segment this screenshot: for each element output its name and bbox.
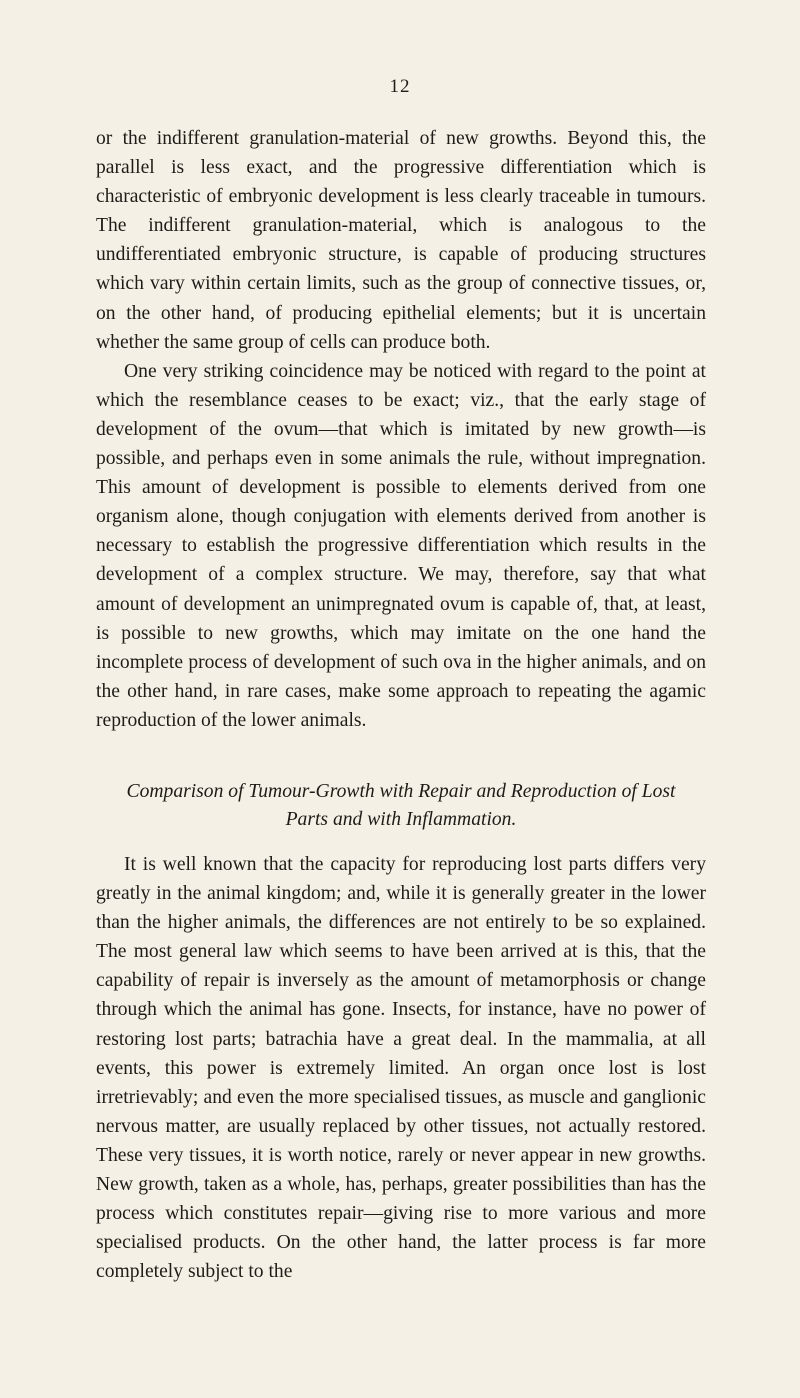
section-heading-line-1: Comparison of Tumour-Growth with Repair and Reproduction of Lost <box>126 780 676 802</box>
paragraph-ovum-coincidence: One very striking coincidence may be noticed with regard to the point at which the resemblance ceases to be exact; viz., that the early stage of development of the ovum—that which is imitated by new growth—is possible, and perhaps even in some animals the rule, without impregnation. This amount of development is possible to elements derived from one organism alone, though conjugation with elements derived from another is necessary to establish the progressive differentiation which results in the development of a complex structure. We may, therefore, say that what amount of development an unimpregnated ovum is capable of, that, at least, is possible to new growths, which may imitate on the one hand the incomplete process of development of such ova in the higher animals, and on the other hand, in rare cases, make some approach to repeating the agamic reproduction of the lower animals. <box>96 360 706 731</box>
paragraph-repair-capacity: It is well known that the capacity for reproducing lost parts differs very greatly in the animal kingdom; and, while it is generally greater in the lower than the higher animals, the differences are not entirely to be so explained. The most general law which seems to have been arrived at is this, that the capability of repair is inversely as the amount of metamorphosis or change through which the animal has gone. Insects, for instance, have no power of restoring lost parts; batrachia have a great deal. In the mammalia, at all events, this power is extremely limited. An organ once lost is lost irretrievably; and even the more specialised tissues, as muscle and ganglionic nervous matter, are usually replaced by other tissues, not actually restored. These very tissues, it is worth notice, rarely or never appear in new growths. New growth, taken as a whole, has, perhaps, greater possibilities than has the process which constitutes repair—giving rise to more various and more specialised products. On the other hand, the latter process is far more completely subject to the <box>96 853 706 1283</box>
body-text <box>96 124 706 1286</box>
section-heading <box>96 778 706 834</box>
paragraph-continuation: or the indifferent granulation-material of new growths. Beyond this, the parallel is less exact, and the progressive differentiation which is characteristic of embryonic development is less clearly traceable in tumours. The indifferent granulation-material, which is analogous to the undifferentiated embryonic structure, is capable of producing structures which vary within certain limits, such as the group of connective tissues, or, on the other hand, of producing epithelial elements; but it is uncertain whether the same group of cells can produce both. <box>96 128 706 353</box>
page-number: 12 <box>389 76 411 97</box>
section-heading-line-2: Parts and with Inflammation. <box>285 808 517 830</box>
